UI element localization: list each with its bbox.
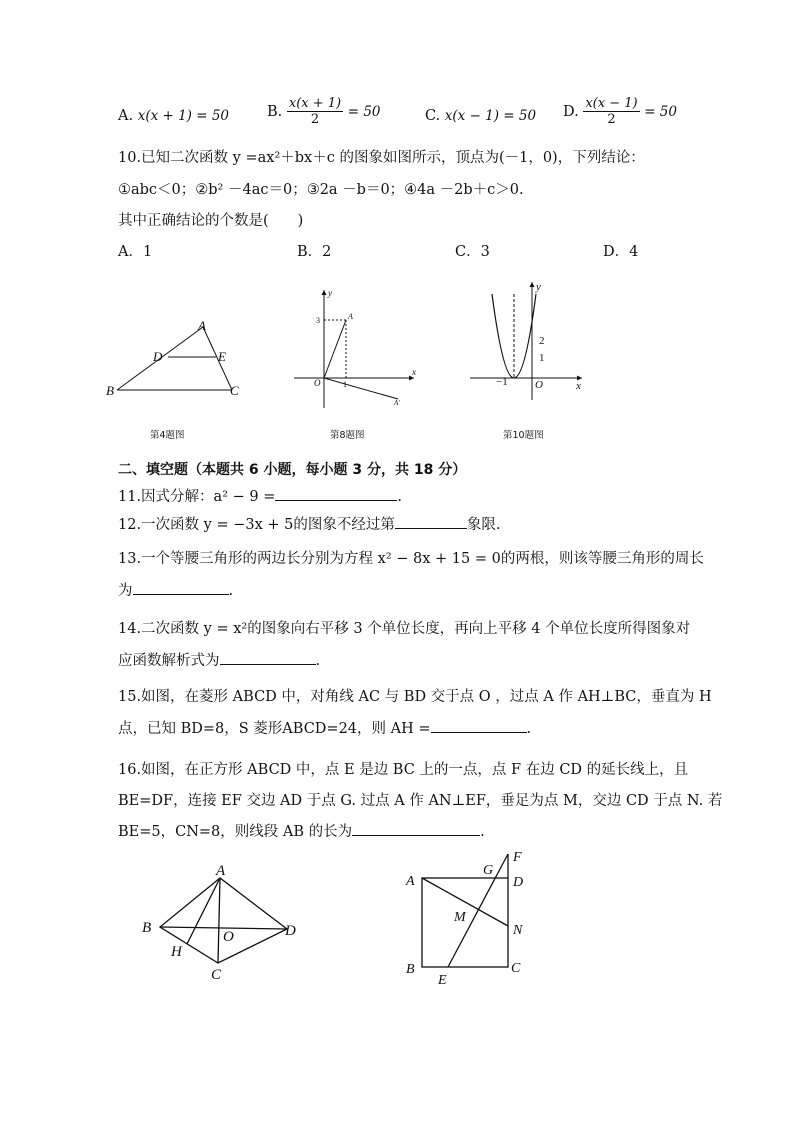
fig4-label-c: C (230, 383, 239, 398)
q12-end: 象限. (466, 517, 501, 533)
q9-d-fraction (583, 96, 639, 127)
q9-b-denominator: 2 (310, 112, 320, 127)
q11-text: 11.因式分解：a² − 9 = (118, 489, 276, 505)
q11 (118, 486, 402, 507)
fig15-diagonal-ac (218, 878, 220, 963)
q12 (118, 514, 500, 535)
q9-d-rhs: = 50 (644, 103, 677, 120)
q16-line3-text: BE=5，CN=8，则线段 AB 的长为 (118, 824, 353, 840)
fig10-label-neg1: −1 (496, 376, 508, 388)
fig16-label-n: N (513, 923, 523, 938)
fig15-label-h: H (171, 944, 182, 960)
fig16-label-b: B (406, 962, 415, 977)
fig10-label-y: y (536, 281, 541, 293)
q9-b-letter: B. (267, 103, 283, 120)
q14-answer-blank[interactable] (220, 650, 316, 665)
fig10-label-x: x (576, 380, 581, 392)
fig10-label-1: 1 (539, 352, 545, 364)
q15-end: . (526, 721, 532, 737)
fig8-label-o: O (314, 378, 321, 388)
fig8-label-a: A (348, 312, 353, 321)
q9-d-numerator: x(x − 1) (585, 96, 638, 111)
fig8-caption: 第8题图 (330, 430, 365, 441)
fig15-segment-ah (187, 878, 220, 944)
fig10-y-arrow (530, 282, 535, 287)
q10-line3: 其中正确结论的个数是( ) (118, 213, 304, 229)
fig8-segment-oa (324, 320, 346, 378)
fig10-label-o: O (535, 379, 543, 391)
q11-end: . (397, 489, 402, 505)
fig4-caption: 第4题图 (150, 430, 185, 441)
q9-c-letter: C. (425, 108, 441, 124)
fig8-segment-oa-prime (324, 378, 398, 399)
q16-answer-blank[interactable] (352, 821, 480, 836)
q9-b-rhs: = 50 (347, 103, 381, 120)
q9-option-d (563, 96, 677, 127)
q16-line1: 16.如图，在正方形 ABCD 中，点 E 是边 BC 上的一点，点 F 在边 CD 的延长线上，且 (118, 762, 689, 778)
q13-line1: 13.一个等腰三角形的两边长分别为方程 x² − 8x + 15 = 0的两根，则该等腰三角形的周长 (118, 551, 704, 567)
q15-line2 (118, 718, 531, 739)
q12-text: 12.一次函数 y = −3x + 5的图象不经过第 (118, 517, 395, 533)
fig8-y-arrow (322, 290, 327, 295)
q9-option-a (118, 106, 229, 126)
q9-b-fraction (287, 96, 343, 127)
fig8-label-x: x (412, 367, 416, 377)
q10-option-a: A．1 (118, 244, 153, 260)
q14-end: . (315, 653, 321, 669)
q15-answer-blank[interactable] (431, 718, 527, 733)
q14-line2 (118, 650, 320, 671)
q14-line2-text: 应函数解析式为 (118, 653, 220, 669)
q16-line3 (118, 821, 485, 842)
fig4-label-a: A (198, 318, 206, 333)
q13-answer-blank[interactable] (133, 580, 229, 595)
fig16-label-c: C (511, 961, 521, 976)
q13-line2-text: 为 (118, 583, 133, 599)
q10-option-b: B．2 (297, 244, 332, 260)
q10-option-d: D．4 (603, 244, 639, 260)
fig8-label-1: 1 (343, 380, 347, 389)
section-2-title: 二、填空题（本题共 6 小题，每小题 3 分，共 18 分） (118, 462, 467, 478)
q14-line1: 14.二次函数 y = x²的图象向右平移 3 个单位长度，再向上平移 4 个单位长度所得图象对 (118, 621, 691, 637)
q11-answer-blank[interactable] (275, 486, 397, 501)
q9-d-denominator: 2 (607, 112, 616, 127)
q12-answer-blank[interactable] (395, 514, 467, 529)
q10-line1: 10.已知二次函数 y =ax²＋bx＋c 的图象如图所示，顶点为(－1，0)，下列结论： (118, 150, 645, 166)
fig10-label-2: 2 (539, 335, 545, 347)
fig16-label-f: F (513, 850, 522, 865)
fig15-label-b: B (142, 920, 152, 936)
q9-c-expr: x(x − 1) = 50 (444, 108, 537, 124)
q16-line2: BE=DF，连接 EF 交边 AD 于点 G. 过点 A 作 AN⊥EF，垂足为点 M，交边 CD 于点 N. 若 (118, 793, 723, 809)
q9-a-expr: x(x + 1) = 50 (137, 108, 230, 124)
figure-4-triangle (105, 310, 255, 410)
fig15-label-o: O (223, 929, 234, 945)
q9-d-letter: D. (563, 103, 579, 120)
fig8-label-3: 3 (316, 316, 320, 325)
fig15-label-d: D (285, 923, 296, 939)
q9-option-c (425, 106, 536, 126)
q10-option-c: C．3 (455, 244, 490, 260)
fig4-label-e: E (218, 349, 226, 364)
fig16-label-d: D (513, 875, 524, 890)
fig8-label-y: y (328, 288, 332, 298)
q10-line2: ①abc＜0；②b² －4ac＝0；③2a －b＝0；④4a －2b＋c＞0. (118, 182, 524, 198)
fig8-label-a-prime: A′ (394, 399, 400, 407)
fig4-label-b: B (106, 383, 114, 398)
q9-a-letter: A. (118, 108, 134, 124)
fig15-label-a: A (216, 863, 226, 879)
figure-8-axes (290, 282, 430, 412)
figure-15-rhombus (135, 860, 315, 985)
q9-b-numerator: x(x + 1) (288, 96, 342, 111)
fig16-label-m: M (454, 910, 466, 925)
q15-line2-text: 点，已知 BD=8，S 菱形ABCD=24，则 AH = (118, 721, 431, 737)
fig10-caption: 第10题图 (503, 430, 544, 441)
figure-16-square (395, 845, 545, 990)
q9-option-b (267, 96, 381, 127)
fig16-label-g: G (483, 863, 494, 878)
fig16-label-e: E (438, 973, 447, 988)
q13-end: . (228, 583, 234, 599)
q16-end: . (480, 824, 485, 840)
fig4-label-d: D (153, 349, 163, 364)
q13-line2 (118, 580, 233, 601)
figure-10-parabola (468, 278, 593, 408)
fig16-label-a: A (406, 874, 415, 889)
fig15-label-c: C (211, 967, 222, 983)
q15-line1: 15.如图，在菱形 ABCD 中，对角线 AC 与 BD 交于点 O ，过点 A 作 AH⊥BC，垂直为 H (118, 689, 712, 705)
